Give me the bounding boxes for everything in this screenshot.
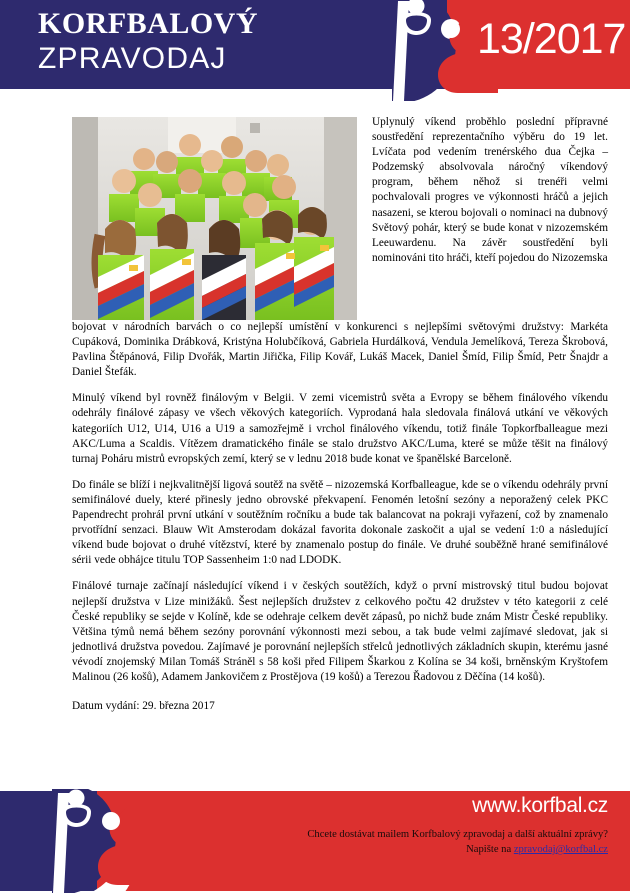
site-url[interactable]: www.korfbal.cz (472, 794, 608, 817)
paragraph-korfballeague: Do finále se blíží i nejkvalitnější ligová soutěž na světě – nizozemská Korfballeague, kde se o víkendu odehrály první semifinálové duely, které přinesly jedno obrovské překvapení. Fenomén letošní sezóny a neporažený celek PKC Papendrecht prohrál první utkání v soutěžním ročníku a bude tak balancovat na pokraji vyřazení, což by znamenalo prvotřídní senzaci. Blauw Wit Amsterodam dokázal favorita dokonale zaskočit a ujal se vedení 1:0 a následující víkend bude bojovat o druhé vítězství, které by znamenalo postup do finále. Ve druhé souběžně hrané semifinálové sérii vede obhájce titulu TOP Sassenheim 1:0 nad LDODK. (72, 478, 608, 567)
team-photo (72, 117, 357, 320)
page-header (0, 0, 630, 89)
newsletter-question: Chcete dostávat mailem Korfbalový zpravodaj a další aktuální zprávy? (307, 829, 608, 840)
issue-number: 13/2017 (477, 15, 626, 63)
paragraph-czech-league: Finálové turnaje začínají následující víkend i v českých soutěžích, když o první mistrovský titul budou bojovat nejlepší družstva v Lize minižáků. Šest nejlepších družstev z celkového počtu 42 družstev v této kategorii z celé České republiky se sejde v Kolíně, kde se odehraje celkem devět zápasů, po nichž bude znám Mistr České republiky. Většina týmů nemá během sezóny porovnání výkonnosti mezi sebou, a tak bude velmi zajímavé sledovat, jak si jednotlivá družstva povedou. Zajímavé je porovnání nejlepších střelců jednotlivých základních skupin, kterému jasné vévodí znojemský Milan Tomáš Stráněl s 58 koši před Filipem Škarkou z Kolína se 34 koši, brněnským Kryštofem Malinou (26 košů), Adamem Jankovičem z Prostějova (19 košů) a Terezou Řadovou z Děčína (14 košů). (72, 580, 608, 683)
lead-paragraph: Uplynulý víkend proběhlo poslední přípravné soustředění reprezentačního výběru do 19 let. Lvíčata pod vedením trenérského dua Čejka – Podzemský absolvovala náročný víkendový program, během něhož si trenéři velmi pochvalovali progres ve výkonnosti hráčů a jejich nasazeni, se kterou bojovali o nominaci na dubnový Světový pohár, který se bude konat v nizozemském Leeuwardenu. Na závěr soustředění byli nominováni tito hráči, kteří pojedou do Nizozemska (372, 116, 608, 264)
masthead-title-line2: ZPRAVODAJ (38, 42, 227, 75)
publication-date: Datum vydání: 29. března 2017 (72, 700, 215, 713)
article-body (72, 320, 608, 714)
newsletter-contact-line (307, 842, 608, 857)
masthead (38, 7, 378, 77)
newsletter-signup-message (307, 827, 608, 857)
korfball-player-logo (28, 789, 158, 893)
masthead-title-line1: KORFBALOVÝ (38, 7, 259, 40)
paragraph-nominations: bojovat v národních barvách o co nejlepší umístění v konkurenci s nejlepšími světovými družstvy: Markéta Cupáková, Dominika Drábková, Kristýna Holubčíková, Gabriela Hurdálková, Vendula Jemelíková, Tereza Škrobová, Pavlina Štěpánová, Filip Dvořák, Martin Jiřička, Filip Kovář, Lukáš Macek, Daniel Šmíd, Filip Šmíd, Petr Šnajdr a Daniel Štefák. (72, 321, 608, 379)
newsletter-email-link[interactable]: zpravodaj@korfbal.cz (513, 844, 608, 855)
paragraph-belgium: Minulý víkend byl rovněž finálovým v Belgii. V zemi vicemistrů světa a Evropy se během finálového víkendu odehrály finálové zápasy ve všech věkových kategoriích. Vyprodaná hala sledovala finálová utkání ve věkových kategoriích U12, U14, U16 a U19 a samozřejmě i vrchol finálového víkendu, totiž finále Topkorfballeague mezi AKC/Luma a Scaldis. Vítězem dramatického finále se stalo družstvo AKC/Luma, které se může těšit na finálový turnaj Poháru mistrů evropských zemí, který se v lednu 2018 bude konat ve španělské Barceloně. (72, 392, 608, 465)
newsletter-contact-prefix: Napište na (466, 844, 514, 855)
page-footer (0, 791, 630, 891)
article-content (0, 89, 630, 789)
